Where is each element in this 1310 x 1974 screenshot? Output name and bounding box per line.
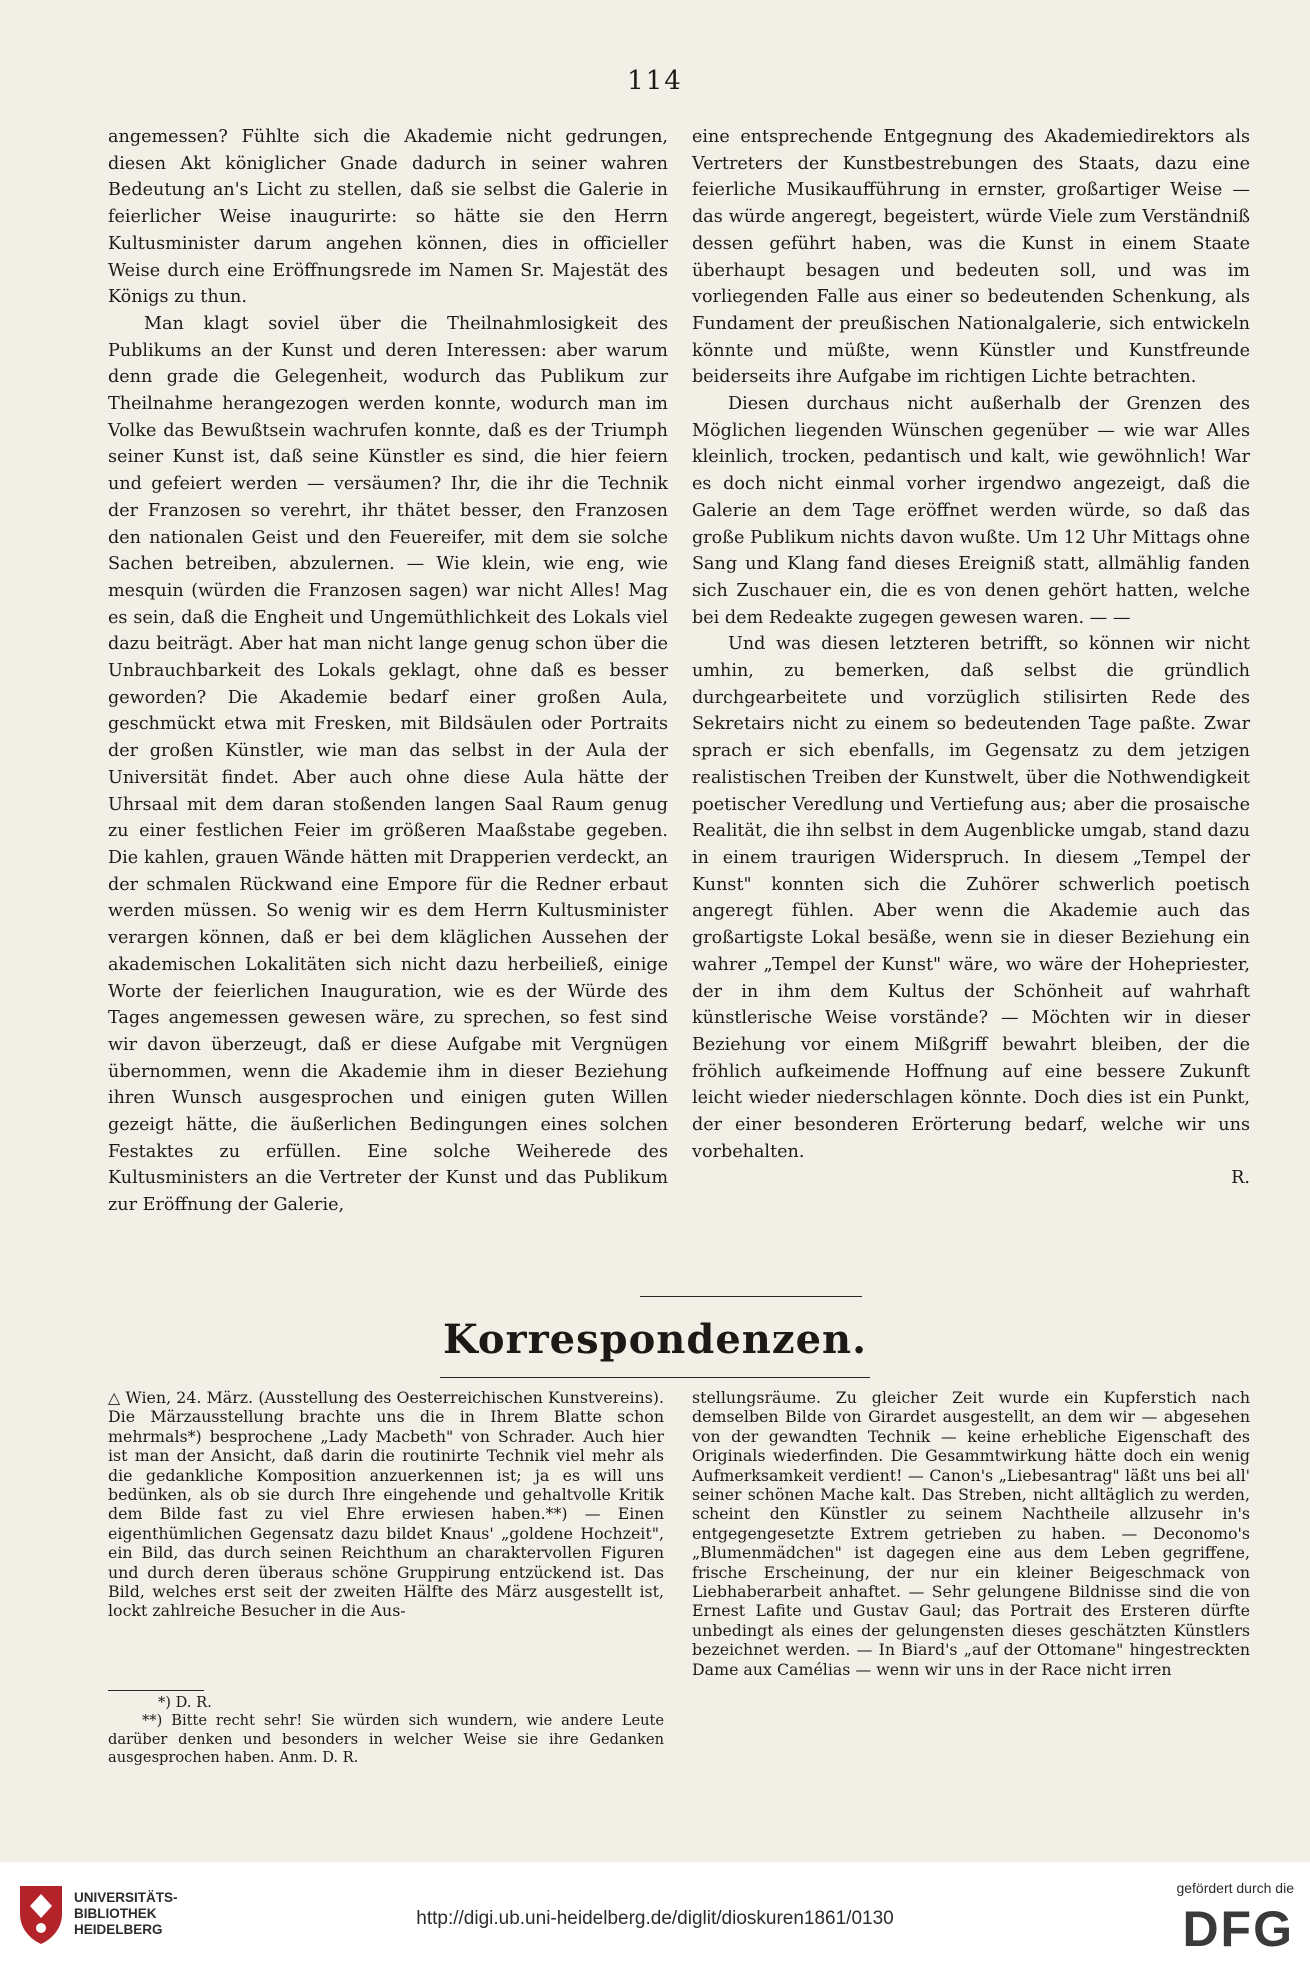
footnote: **) Bitte recht sehr! Sie würden sich wundern, wie andere Leute darüber denken und besonders in welcher Weise sie ihre Gedanken ausgesprochen haben. Anm. D. R. [108, 1712, 664, 1767]
paragraph: angemessen? Fühlte sich die Akademie nicht gedrungen, diesen Akt königlicher Gnade dadurch in seiner wahren Bedeutung an's Licht zu stellen, daß sie selbst die Galerie in feierlicher Weise inaugurirte: so hätte sie den Herrn Kultusminister darum angehen können, dies in officieller Weise durch eine Eröffnungsrede im Namen Sr. Majestät des Königs zu thun. [108, 127, 668, 308]
correspondence-text: stellungsräume. Zu gleicher Zeit wurde ein Kupferstich nach demselben Bilde von Girardet ausgestellt, an dem wir — abgesehen von der gewandten Technik — keine erhebliche Eigenschaft des Originals wiederfinden. Die Gesammtwirkung hätte doch ein wenig Aufmerksamkeit verdient! — Canon's „Liebesantrag" läßt uns bei all' seiner schönen Mache kalt. Das Streben, nicht alltäglich zu werden, scheint den Künstler zu seinem Nachtheile allzusehr in's entgegengesetzte Extrem getrieben zu haben. — Deconomo's „Blumenmädchen" ist dagegen eine aus dem Leben gegriffene, frische Erscheinung, der nur ein kleiner Beigeschmack von Liebhaberarbeit anhaftet. — Sehr gelungene Bildnisse sind die von Ernest Lafite und Gustav Gaul; das Portrait des Ersteren dürfte unbedingt als eines der gelungensten dieses geschätzten Künstlers bezeichnet werden. — In Biard's „auf der Ottomane" hingestreckten Dame aux Camélias — wenn wir uns in der Race nicht irren [692, 1388, 1250, 1679]
article-column-right [692, 124, 1250, 1192]
author-signature: R. [1231, 1168, 1250, 1189]
paragraph: Und was diesen letzteren betrifft, so können wir nicht umhin, zu bemerken, daß selbst die gründlich durchgearbeitete und vorzüglich stilisirten Rede des Sekretairs nicht zu einem so bedeutenden Tage paßte. Zwar sprach er sich ebenfalls, im Gegensatz zu dem jetzigen realistischen Treiben der Kunstwelt, über die Nothwendigkeit poetischer Veredlung und Vertiefung aus; aber die prosaische Realität, die ihn selbst in dem Augenblicke umgab, stand dazu in einem traurigen Widerspruch. In diesem „Tempel der Kunst" konnten sich die Zuhörer schwerlich poetisch angeregt fühlen. Aber wenn die Akademie auch das großartigste Lokal besäße, wenn sie in dieser Beziehung ein wahrer „Tempel der Kunst" wäre, wo wäre der Hohepriester, der in ihm dem Kultus der Schönheit auf wahrhaft künstlerische Weise vorstände? — Möchten wir in dieser Beziehung vor einem Mißgriff bewahrt bleiben, der die fröhlich aufkeimende Hoffnung auf eine bessere Zukunft leicht wieder niederschlagen könnte. Doch dies ist ein Punkt, der einer besonderen Erörterung bedarf, welche wir uns vorbehalten. [692, 634, 1250, 1162]
dfg-logo: DFG [1182, 1901, 1294, 1957]
section-divider-top [640, 1296, 862, 1297]
correspondence-column-left [108, 1388, 664, 1621]
section-title: Korrespondenzen. [442, 1316, 868, 1363]
correspondence-text: △ Wien, 24. März. (Ausstellung des Oesterreichischen Kunstvereins). Die Märzausstellung brachte uns die in Ihrem Blatte schon mehrmals*) besprochene „Lady Macbeth" von Schrader. Auch hier ist man der Ansicht, daß darin die routinirte Technik viel mehr als die gedankliche Komposition anzuerkennen ist; ja es will uns bedünken, als ob sie durch Ihre eingehende und gehaltvolle Kritik dem Bilde fast zu viel Ehre erwiesen haben.**) — Einen eigenthümlichen Gegensatz dazu bildet Knaus' „goldene Hochzeit", ein Bild, das durch seinen Reichthum an charaktervollen Figuren und durch deren überaus schöne Gruppirung entzückend ist. Das Bild, welches erst seit der zweiten Hälfte des März ausgestellt ist, lockt zahlreiche Besucher in die Aus- [108, 1388, 664, 1621]
sponsor-text: gefördert durch die [1176, 1880, 1294, 1896]
paragraph: Man klagt soviel über die Theilnahmlosigkeit des Publikums an der Kunst und deren Interessen: aber warum denn grade die Gelegenheit, wodurch das Publikum zur Theilnahme herangezogen werden konnte, wodurch man im Volke das Bewußtsein wachrufen konnte, daß es der Triumph seiner Kunst ist, daß seine Künstler es sind, die hier feiern und gefeiert werden — versäumen? Ihr, die ihr die Technik der Franzosen so verehrt, ihr thätet besser, den Franzosen den nationalen Geist und den Feuereifer, mit dem sie solche Sachen betreiben, abzulernen. — Wie klein, wie eng, wie mesquin (würden die Franzosen sagen) war nicht Alles! Mag es sein, daß die Engheit und Ungemüthlichkeit des Lokals viel dazu beiträgt. Aber hat man nicht lange genug schon über die Unbrauchbarkeit des Lokals geklagt, ohne daß es besser geworden? Die Akademie bedarf einer großen Aula, geschmückt etwa mit Fresken, mit Bildsäulen oder Portraits der großen Künstler, wie man das selbst in der Aula der Universität findet. Aber auch ohne diese Aula hätte der Uhrsaal mit dem daran stoßenden langen Saal Raum genug zu einer festlichen Feier im größeren Maaßstabe gegeben. Die kahlen, grauen Wände hätten mit Drapperien verdeckt, an der schmalen Rückwand eine Empore für die Redner erbaut werden müssen. So wenig wir es dem Herrn Kultusminister verargen können, daß er bei dem kläglichen Aussehen der akademischen Lokalitäten sich nicht dazu herbeiließ, einige Worte der feierlichen Inauguration, wie es der Würde des Tages angemessen gewesen wäre, zu sprechen, so fest sind wir davon überzeugt, daß er diese Aufgabe mit Vergnügen übernommen, wenn die Akademie ihm in dieser Beziehung ihren Wunsch ausgesprochen und einigen guten Willen gezeigt hätte, die äußerlichen Bedingungen eines solchen Festaktes zu erfüllen. Eine solche Weiherede des Kultusministers an die Vertreter der Kunst und das Publikum zur Eröffnung der Galerie, [108, 313, 668, 1216]
institution-name-line: HEIDELBERG [74, 1922, 163, 1937]
institution-name-line: UNIVERSITÄTS- [74, 1890, 178, 1905]
source-url-link[interactable]: http://digi.ub.uni-heidelberg.de/diglit/dioskuren1861/0130 [416, 1908, 894, 1929]
footnote-rule [108, 1690, 204, 1691]
footnote: *) D. R. [158, 1694, 212, 1711]
footnotes [108, 1694, 664, 1768]
paragraph: eine entsprechende Entgegnung des Akademiedirektors als Vertreters der Kunstbestrebungen des Staats, dazu eine feierliche Musikaufführung in ernster, großartiger Weise — das würde angeregt, begeistert, würde Viele zum Verständniß dessen geführt haben, was die Kunst in einem Staate überhaupt besagen und bedeuten soll, und was im vorliegenden Falle aus einer so bedeutenden Schenkung, als Fundament der preußischen Nationalgalerie, sich entwickeln könnte und müßte, wenn Künstler und Kunstfreunde beiderseits ihre Aufgabe im richtigen Lichte betrachten. [692, 127, 1250, 388]
correspondence-column-right [692, 1388, 1250, 1679]
section-divider-bottom [440, 1377, 870, 1378]
article-column-left [108, 124, 668, 1219]
page-number: 114 [627, 66, 683, 96]
institution-name-line: BIBLIOTHEK [74, 1906, 157, 1921]
footer-bar [0, 1862, 1310, 1974]
sponsor-block [1114, 1880, 1294, 1957]
paragraph: Diesen durchaus nicht außerhalb der Grenzen des Möglichen liegenden Wünschen gegenüber — wie war Alles kleinlich, trocken, pedantisch und kalt, wie gewöhnlich! War es doch nicht einmal vorher irgendwo angezeigt, daß die Galerie an dem Tage eröffnet werden würde, so daß das große Publikum nichts davon wußte. Um 12 Uhr Mittags ohne Sang und Klang fand dieses Ereigniß statt, allmählig fanden sich Zuschauer ein, die es von denen gehört hatten, welche bei dem Redeakte zugegen gewesen waren. — — [692, 394, 1250, 628]
